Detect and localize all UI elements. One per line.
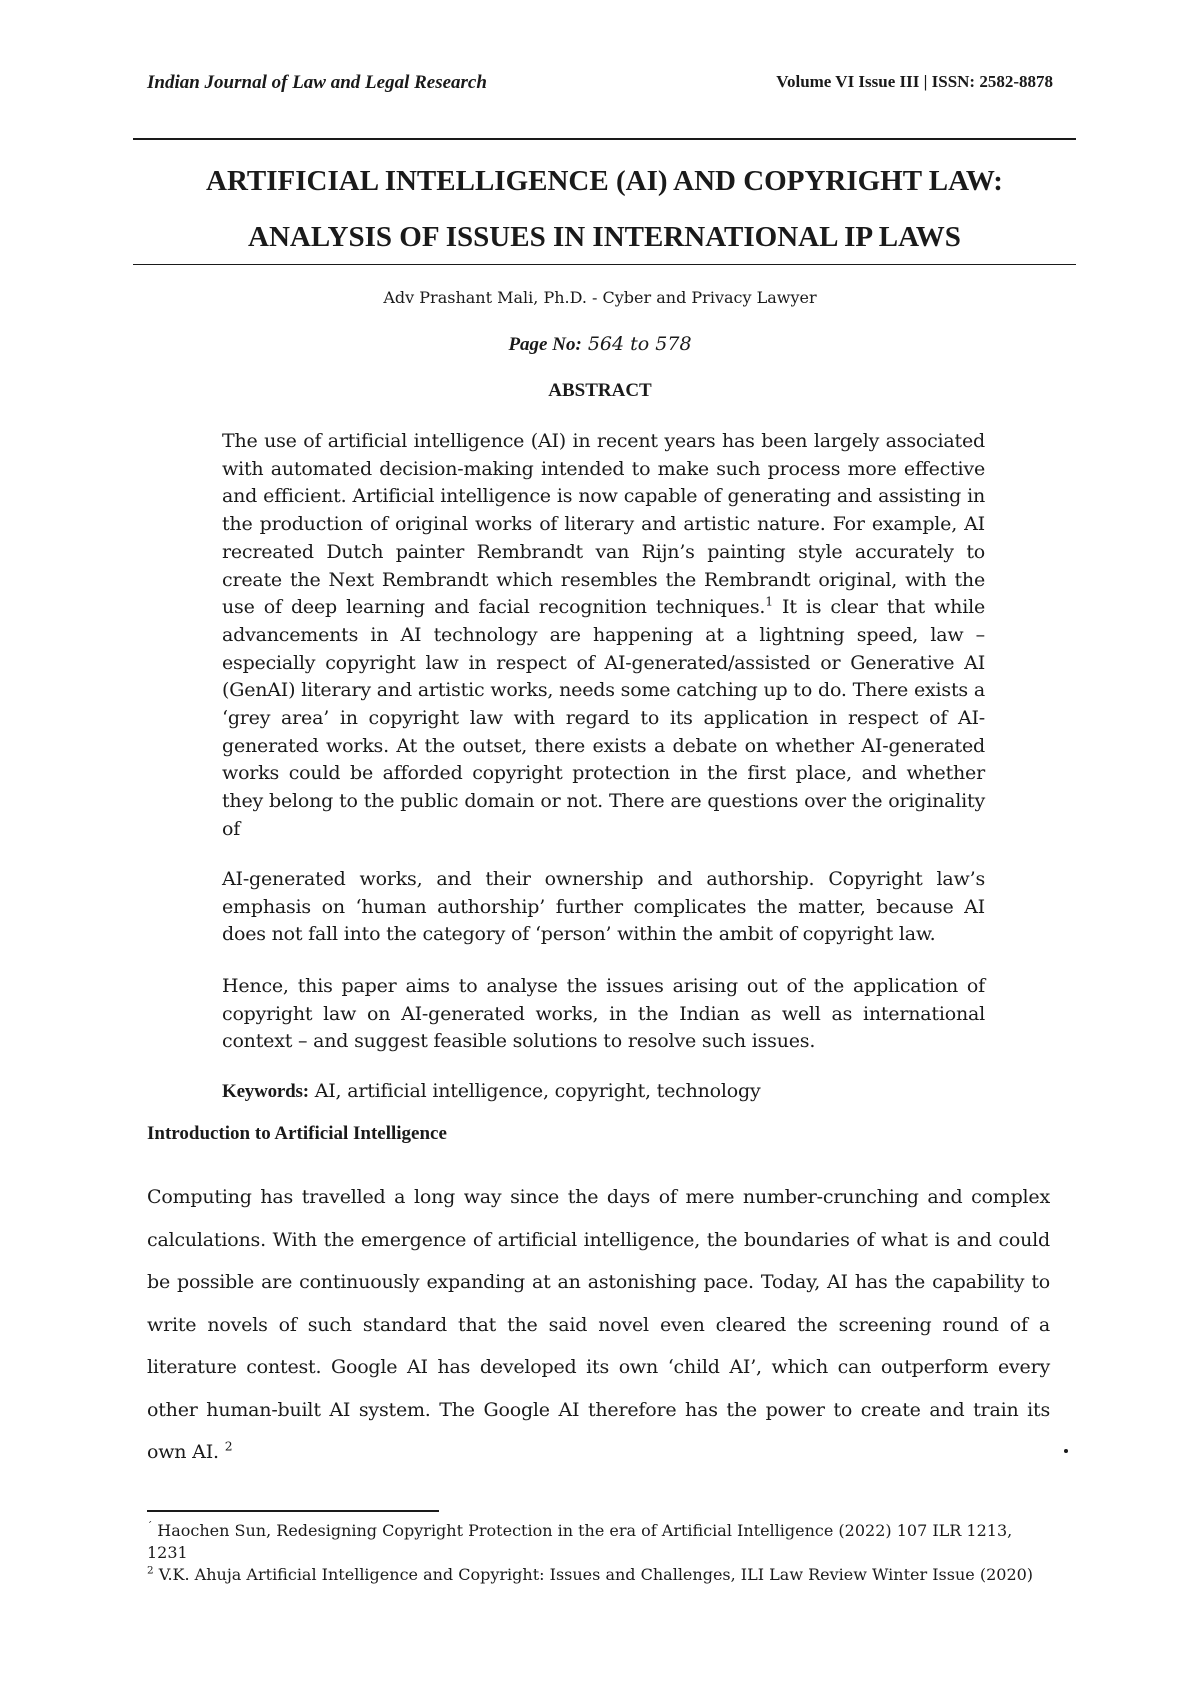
keywords-line [222, 1078, 985, 1106]
title-line-2: ANALYSIS OF ISSUES IN INTERNATIONAL IP LAWS [248, 221, 961, 253]
title-bottom-rule [133, 264, 1076, 265]
abstract-paragraph-3 [222, 973, 985, 1056]
paper-title [133, 153, 1076, 265]
abstract-text-1a: The use of artificial intelligence (AI) in recent years has been largely associated with automated decision-making intended to make such process more effective and efficient. Artificial intelligence is now capable of generating and assisting in the production of original works of literary and artistic nature. For example, AI recreated Dutch painter Rembrandt van Rijn’s painting style accurately to create the Next Rembrandt which resembles the Rembrandt original, with the use of deep learning and facial recognition techniques. [222, 430, 985, 619]
abstract-text-3: Hence, this paper aims to analyse the issues arising out of the application of copyright law on AI-generated works, in the Indian as well as international context – and suggest feasible solutions to resolve such issues. [222, 975, 985, 1053]
page-no-label: Page No: [508, 334, 582, 355]
abstract-text-2: AI-generated works, and their ownership and authorship. Copyright law’s emphasis on ‘human authorship’ further complicates the matter, because AI does not fall into the category of ‘person’ within the ambit of copyright law. [222, 868, 985, 946]
page-range [0, 333, 1200, 356]
journal-name: Indian Journal of Law and Legal Research [147, 72, 487, 93]
footnote-1 [147, 1520, 1050, 1564]
keywords-label: Keywords: [222, 1081, 309, 1102]
abstract-paragraph-1 [222, 428, 985, 844]
footnote-ref-2[interactable]: 2 [224, 1439, 233, 1454]
footnote-1-mark: ´ [147, 1520, 153, 1533]
footnote-separator [147, 1510, 439, 1512]
section-heading-intro: Introduction to Artificial Intelligence [147, 1123, 447, 1144]
footnote-2 [147, 1564, 1050, 1586]
abstract-text-1b: It is clear that while advancements in AI technology are happening at a lightning speed, law – especially copyright law in respect of AI-generated/assisted or Generative AI (GenAI) literary and artistic works, needs some catching up to do. There exists a ‘grey area’ in copyright law with regard to its application in respect of AI-generated works. At the outset, there exists a debate on whether AI-generated works could be afforded copyright protection in the first place, and whether they belong to the public domain or not. There are questions over the originality of [222, 596, 985, 840]
author-line: Adv Prashant Mali, Ph.D. - Cyber and Privacy Lawyer [383, 288, 817, 307]
page-no-range: 564 to 578 [587, 333, 692, 355]
keywords-text: AI, artificial intelligence, copyright, technology [308, 1080, 761, 1102]
intro-paragraph [147, 1176, 1050, 1474]
intro-text: Computing has travelled a long way since the days of mere number-crunching and complex calculations. With the emergence of artificial intelligence, the boundaries of what is and could be possible are continuously expanding at an astonishing pace. Today, AI has the capability to write novels of such standard that the said novel even cleared the screening round of a literature contest. Google AI has developed its own ‘child AI’, which can outperform every other human-built AI system. The Google AI therefore has the power to create and train its own AI. [147, 1186, 1050, 1463]
title-line-1: ARTIFICIAL INTELLIGENCE (AI) AND COPYRIGHT LAW: [206, 165, 1003, 197]
footnote-2-mark: 2 [147, 1564, 154, 1577]
volume-issn: Volume VI Issue III | ISSN: 2582-8878 [776, 72, 1053, 91]
footnotes [147, 1520, 1050, 1586]
title-top-rule [133, 138, 1076, 140]
footnote-2-text: V.K. Ahuja Artificial Intelligence and Copyright: Issues and Challenges, ILI Law Review Winter Issue (2020) [153, 1565, 1034, 1584]
abstract-heading: ABSTRACT [548, 380, 652, 401]
footnote-1-text: Haochen Sun, Redesigning Copyright Protection in the era of Artificial Intelligence (2022) 107 ILR 1213, 1231 [147, 1521, 1013, 1562]
footnote-ref-1[interactable]: 1 [765, 594, 773, 609]
stray-dot [1064, 1449, 1068, 1453]
abstract-paragraph-2 [222, 866, 985, 949]
